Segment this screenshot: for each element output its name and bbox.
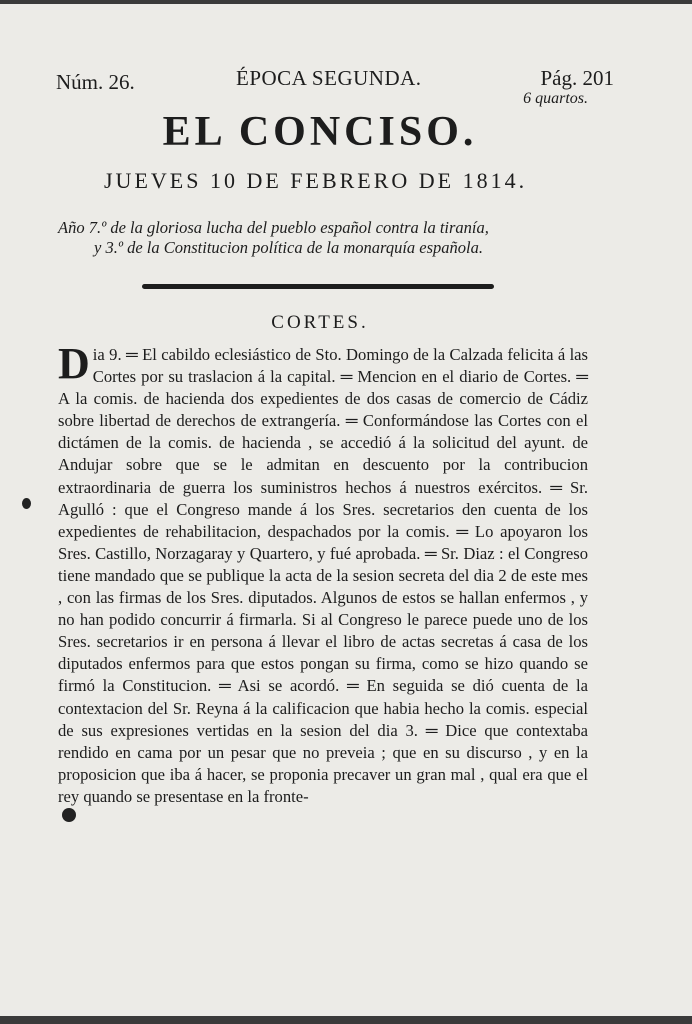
price: 6 quartos.	[523, 90, 588, 107]
article-text: ia 9. ═ El cabildo eclesiástico de Sto. Domingo de la Calzada felicita á las Cortes por su traslacion á la capital. ═ Mencion en el diario de Cortes. ═ A la comis. de hacienda dos expedientes de dos casas de comercio de Cádiz sobre libertad de derechos de extrangería. ═ Conformándose las Cortes con el dictámen de la comis. de hacienda , se accedió á la solicitud del ayunt. de Andujar sobre que se le admitan en descuento por la contribucion extraordinaria de guerra los suministros hechos á nuestros exércitos. ═ Sr. Agulló : que el Congreso mande á los Sres. secretarios den cuenta de los expedientes de rehabilitacion, despachados por la comis. ═ Lo apoyaron los Sres. Castillo, Norzagaray y Quartero, y fué aprobada. ═ Sr. Diaz : el Congreso tiene mandado que se publique la acta de la sesion secreta del dia 2 de este mes , con las firmas de los Sres. diputados. Algunos de estos se hallan enfermos , y no han podido concurrir á firmarla. Si al Congreso le parece puede uno de los Sres. secretarios ir en persona á llevar el libro de actas secretas á casa de los diputados enfermos para que estos pongan su firma, como se hizo quando se firmó la Constitucion. ═ Asi se acordó. ═ En seguida se dió cuenta de la contextacion del Sr. Reyna á la calificacion que habia hecho la comis. especial de sus expresiones vertidas en la sesion del dia 3. ═ Dice que contextaba rendido en cama por un pesar que no preveia ; que en su discurso , y en la proposicion que iba á hacer, se proponia precaver un gran mal , qual era que el rey quando se presentase en la fronte-	[58, 345, 588, 806]
drop-cap: D	[58, 339, 90, 388]
section-title: CORTES.	[271, 312, 369, 333]
epoch-label: ÉPOCA SEGUNDA.	[236, 66, 422, 90]
ink-blot	[62, 808, 76, 822]
year-line-1: Año 7.º de la gloriosa lucha del pueblo español contra la tiranía,	[58, 218, 489, 237]
issue-number: Núm. 26.	[56, 70, 135, 94]
ink-blot	[22, 498, 31, 509]
page-number: Pág. 201	[540, 66, 614, 90]
newspaper-page	[0, 4, 692, 1016]
year-line-2: y 3.º de la Constitucion política de la monarquía española.	[94, 238, 484, 257]
article-body	[58, 339, 588, 808]
dateline: JUEVES 10 DE FEBRERO DE 1814.	[104, 168, 528, 193]
divider-rule	[142, 284, 494, 289]
masthead-title: EL CONCISO.	[162, 109, 478, 155]
